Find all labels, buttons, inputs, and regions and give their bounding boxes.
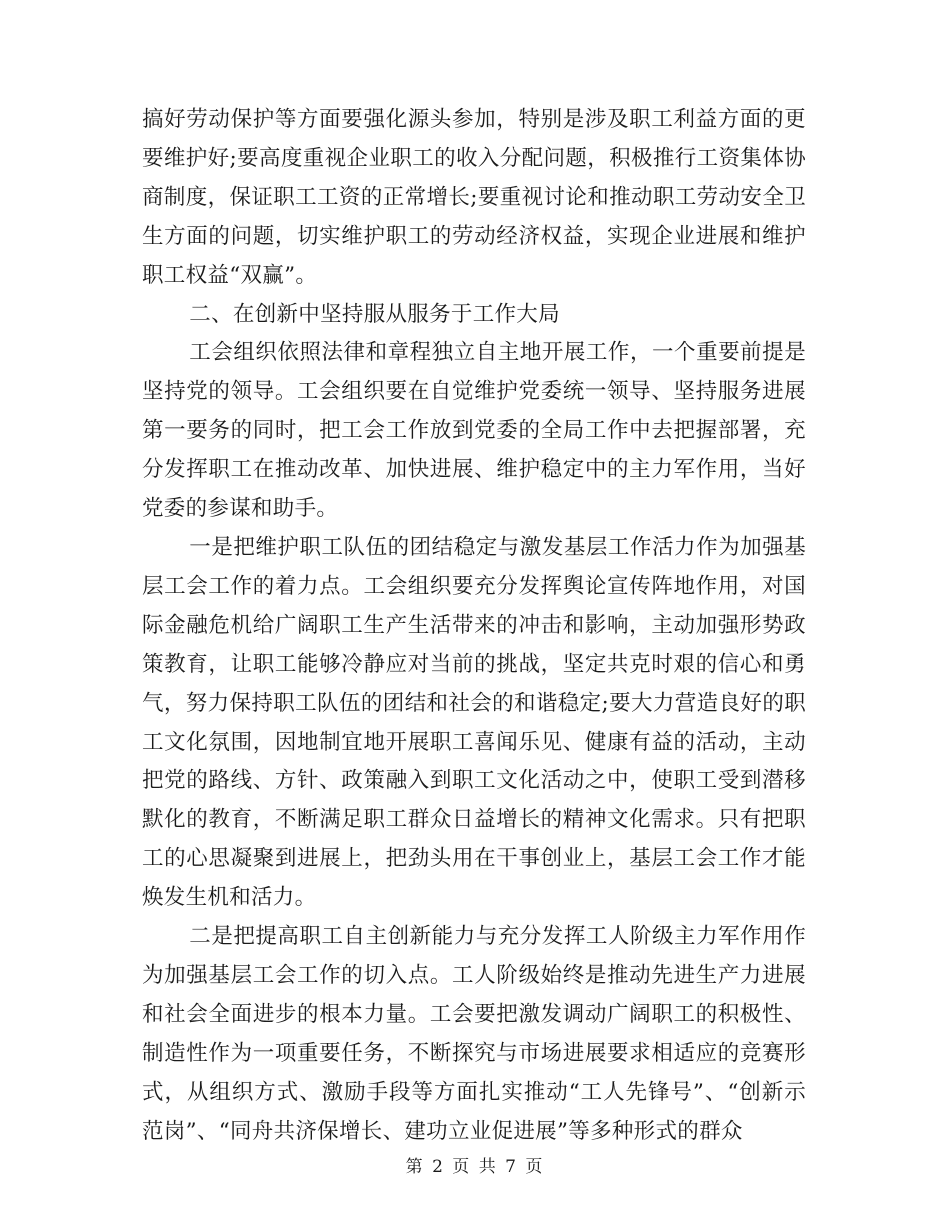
- paragraph-4: 一是把维护职工队伍的团结稳定与激发基层工作活力作为加强基层工会工作的着力点。工会组织要充分发挥舆论宣传阵地作用，对国际金融危机给广阔职工生产生活带来的冲击和影响，主动加强形势政策教育，让职工能够冷静应对当前的挑战，坚定共克时艰的信心和勇气，努力保持职工队伍的团结和社会的和谐稳定;要大力营造良好的职工文化氛围，因地制宜地开展职工喜闻乐见、健康有益的活动，主动把党的路线、方针、政策融入到职工文化活动之中，使职工受到潜移默化的教育，不断满足职工群众日益增长的精神文化需求。只有把职工的心思凝聚到进展上，把劲头用在干事创业上，基层工会工作才能焕发生机和活力。: [142, 534, 806, 911]
- paragraph-1: 搞好劳动保护等方面要强化源头参加，特别是涉及职工利益方面的更要维护好;要高度重视企业职工的收入分配问题，积极推行工资集体协商制度，保证职工工资的正常增长;要重视讨论和推动职工劳动安全卫生方面的问题，切实维护职工的劳动经济权益，实现企业进展和维护职工权益“双赢”。: [142, 107, 806, 288]
- page-footer: 第 2 页 共 7 页: [405, 1157, 545, 1177]
- section-heading: 二、在创新中坚持服从服务于工作大局: [189, 301, 560, 327]
- paragraph-3: 工会组织依照法律和章程独立自主地开展工作，一个重要前提是坚持党的领导。工会组织要在自觉维护党委统一领导、坚持服务进展第一要务的同时，把工会工作放到党委的全局工作中去把握部署，充分发挥职工在推动改革、加快进展、维护稳定中的主力军作用，当好党委的参谋和助手。: [142, 340, 806, 522]
- paragraph-5: 二是把提高职工自主创新能力与充分发挥工人阶级主力军作用作为加强基层工会工作的切入点。工人阶级始终是推动先进生产力进展和社会全面进步的根本力量。工会要把激发调动广阔职工的积极性、制造性作为一项重要任务，不断探究与市场进展要求相适应的竞赛形式，从组织方式、激励手段等方面扎实推动“工人先锋号”、“创新示范岗”、“同舟共济保增长、建功立业促进展”等多种形式的群众: [142, 924, 806, 1144]
- document-body: [142, 101, 806, 1151]
